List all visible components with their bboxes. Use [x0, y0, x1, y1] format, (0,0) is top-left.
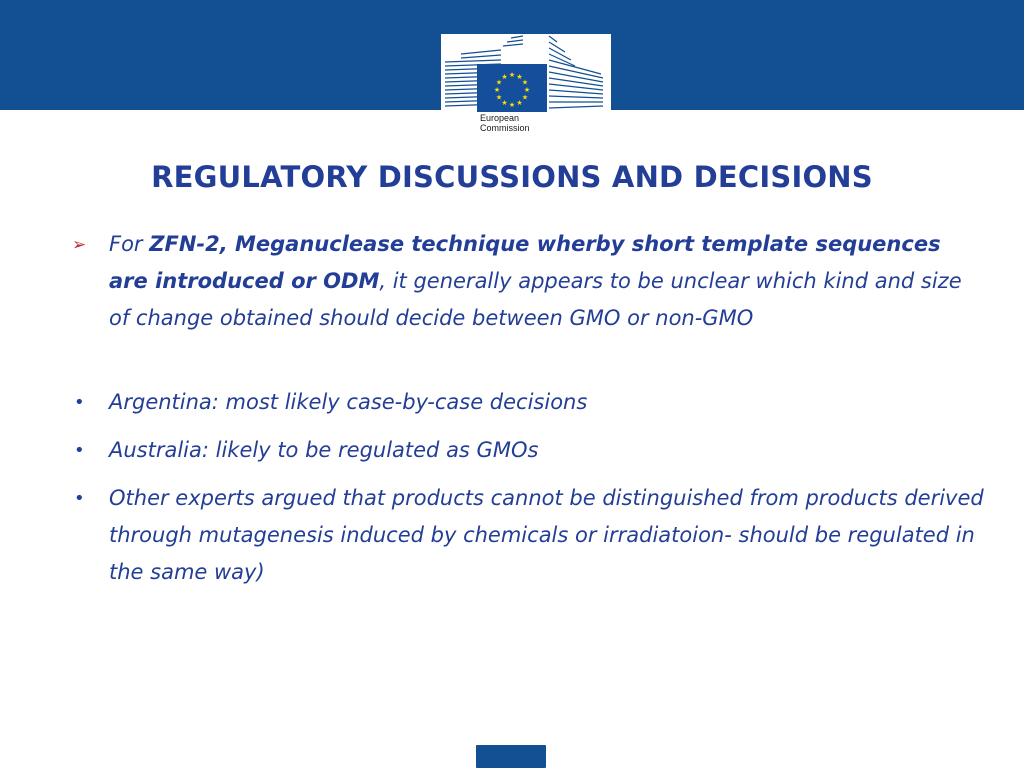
spacer: [72, 337, 984, 384]
svg-text:★: ★: [521, 93, 529, 102]
intro-bold-text: ZFN-2, Meganuclease technique wherby short template sequences are introduced or ODM: [109, 232, 941, 293]
european-commission-logo: [441, 34, 611, 114]
slide-body: [72, 226, 984, 591]
intro-rest: , it generally appears to be unclear which kind and size of change obtained should decide between GMO or non-GMO: [109, 269, 962, 330]
bullet-text: Australia: likely to be regulated as GMOs: [109, 438, 539, 462]
footer-flag: [476, 745, 546, 768]
logo-wordmark: [480, 113, 560, 133]
logo-line-european: European: [480, 113, 520, 123]
intro-lead: For: [109, 232, 150, 256]
arrow-bullet-icon: ➢: [72, 235, 87, 255]
slide-title: REGULATORY DISCUSSIONS AND DECISIONS: [151, 160, 873, 194]
svg-text:★: ★: [516, 73, 523, 81]
bullet-item: [72, 480, 984, 591]
svg-text:★: ★: [523, 86, 531, 94]
svg-text:★: ★: [501, 99, 508, 107]
bullet-dot-icon: •: [74, 392, 85, 413]
bullet-dot-icon: •: [74, 488, 85, 509]
bullet-text: Other experts argued that products cannot be distinguished from products derived through mutagenesis induced by chemicals or irradiatoion- should be regulated in the same way): [109, 486, 984, 584]
svg-text:★: ★: [516, 99, 523, 107]
svg-text:★: ★: [495, 78, 503, 87]
intro-item: [72, 226, 984, 337]
svg-text:★: ★: [501, 73, 508, 81]
bullet-text: Argentina: most likely case-by-case decisions: [109, 390, 588, 414]
svg-text:★: ★: [521, 78, 529, 87]
bullet-dot-icon: •: [74, 440, 85, 461]
svg-text:★: ★: [508, 101, 516, 109]
svg-text:★: ★: [493, 86, 501, 94]
svg-text:★: ★: [495, 93, 503, 102]
logo-line-commission: Commission: [480, 123, 530, 133]
svg-text:★: ★: [508, 71, 516, 79]
bullet-item: [72, 432, 984, 469]
bullet-item: [72, 384, 984, 421]
